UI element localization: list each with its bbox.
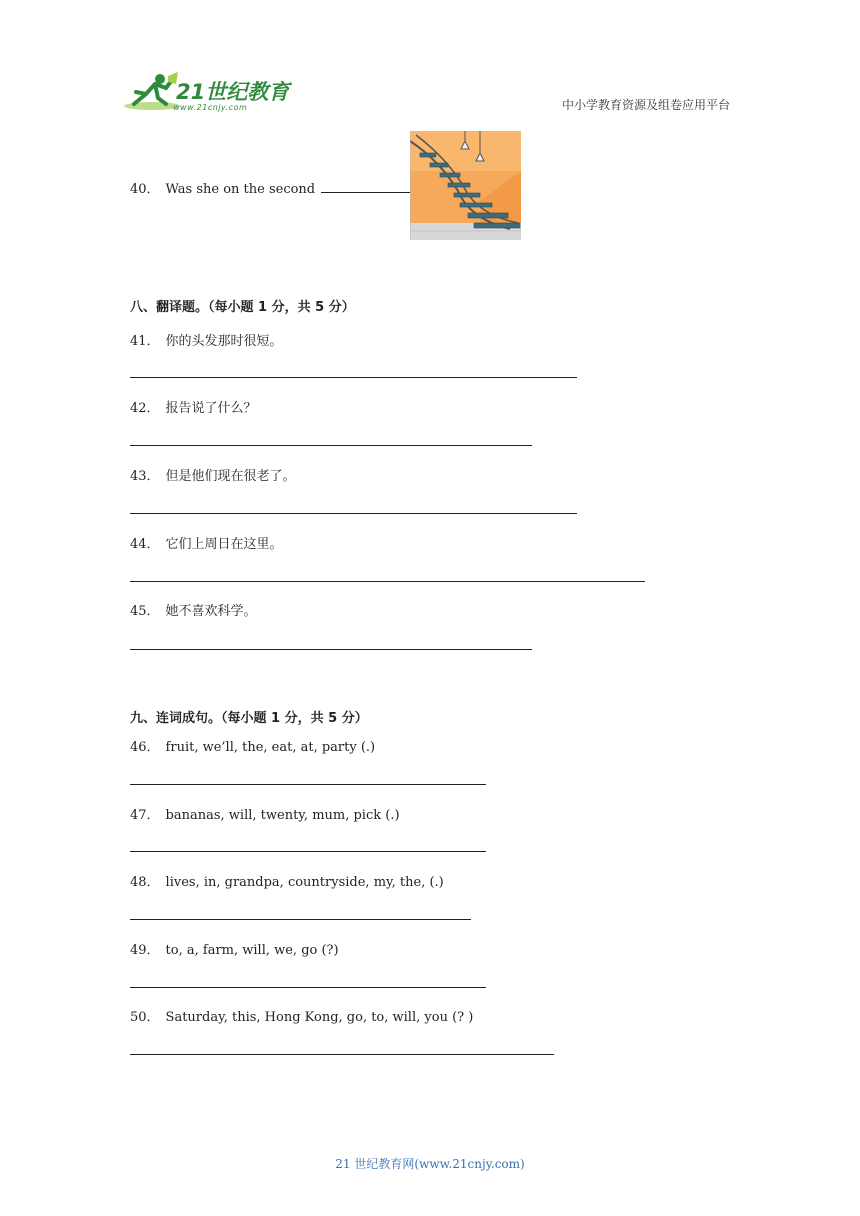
question-text: Was she on the second: [165, 182, 316, 197]
question-number: 43．: [130, 469, 160, 484]
question-text: fruit, we’ll, the, eat, at, party (.): [165, 740, 376, 755]
question-47: [130, 804, 400, 823]
answer-line-45[interactable]: [130, 649, 532, 650]
question-42: [130, 397, 257, 416]
question-43: [130, 465, 296, 484]
answer-line-47[interactable]: [130, 851, 486, 852]
question-text: bananas, will, twenty, mum, pick (.): [165, 808, 400, 823]
question-text: lives, in, grandpa, countryside, my, the, (.): [165, 875, 444, 890]
page-footer[interactable]: 21 世纪教育网(www.21cnjy.com): [335, 1157, 525, 1171]
question-number: 44．: [130, 537, 160, 552]
question-number: 47．: [130, 808, 160, 823]
question-50: [130, 1006, 473, 1025]
answer-line-42[interactable]: [130, 445, 532, 446]
logo-url: www.21cnjy.com: [173, 103, 248, 112]
question-number: 46．: [130, 740, 160, 755]
staircase-illustration: [410, 131, 521, 240]
answer-line-48[interactable]: [130, 919, 471, 920]
answer-blank[interactable]: [321, 178, 413, 193]
question-number: 41．: [130, 334, 160, 349]
question-44: [130, 533, 283, 552]
question-text: 但是他们现在很老了。: [165, 469, 296, 484]
question-text: 她不喜欢科学。: [165, 604, 257, 619]
question-40: [130, 178, 422, 197]
answer-line-50[interactable]: [130, 1054, 554, 1055]
question-text: Saturday, this, Hong Kong, go, to, will, you (? ): [165, 1010, 474, 1025]
question-number: 48．: [130, 875, 160, 890]
question-text: 它们上周日在这里。: [165, 537, 283, 552]
question-number: 50．: [130, 1010, 160, 1025]
logo-title: 21世纪教育: [176, 80, 290, 104]
question-number: 49．: [130, 943, 160, 958]
section-9-title: 九、连词成句。（每小题 1 分，共 5 分）: [130, 711, 368, 726]
question-number: 40．: [130, 182, 160, 197]
question-46: [130, 736, 375, 755]
answer-line-41[interactable]: [130, 377, 577, 378]
question-48: [130, 871, 444, 890]
question-text: to, a, farm, will, we, go (?): [165, 943, 339, 958]
question-49: [130, 939, 339, 958]
answer-line-44[interactable]: [130, 581, 645, 582]
answer-line-46[interactable]: [130, 784, 486, 785]
header-slogan: 中小学教育资源及组卷应用平台: [561, 98, 730, 112]
question-45: [130, 600, 257, 619]
answer-line-49[interactable]: [130, 987, 486, 988]
question-41: [130, 330, 283, 349]
section-8-title: 八、翻译题。（每小题 1 分，共 5 分）: [130, 300, 355, 315]
question-text: 报告说了什么？: [165, 401, 257, 416]
question-number: 42．: [130, 401, 160, 416]
question-text: 你的头发那时很短。: [165, 334, 283, 349]
answer-line-43[interactable]: [130, 513, 577, 514]
question-number: 45．: [130, 604, 160, 619]
